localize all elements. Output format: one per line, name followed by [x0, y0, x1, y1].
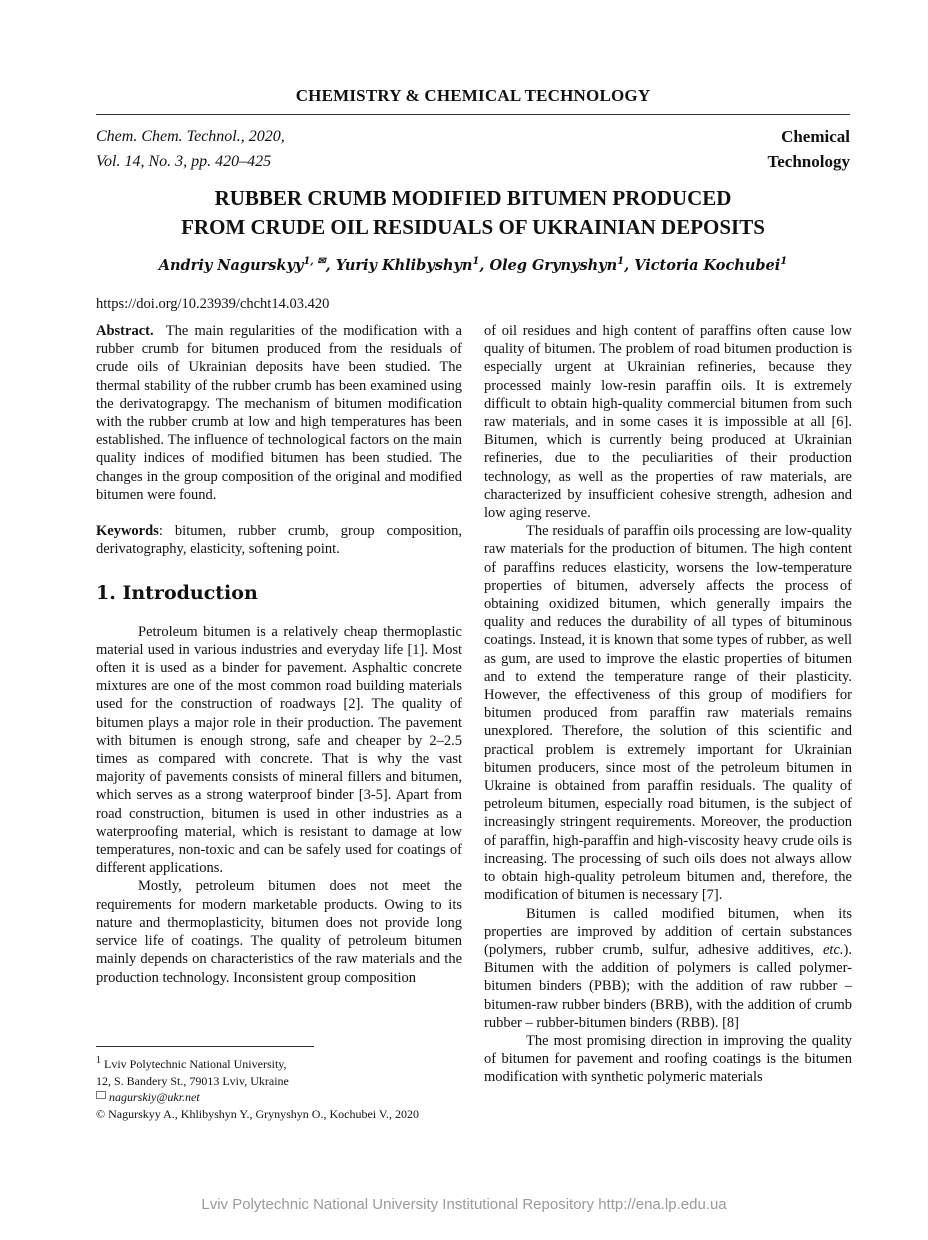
paragraph: Mostly, petroleum bitumen does not meet the requirements for modern marketable products. Owing to its nature and thermoplasticity, bitumen does not provide long service life of coatings. The quality of petroleum bitumen mainly depends on characteristics of the raw materials and the production technology. Inconsistent group composition: [96, 878, 462, 986]
journal-section-header: CHEMISTRY & CHEMICAL TECHNOLOGY: [295, 86, 651, 105]
paper-title: [96, 184, 850, 242]
envelope-icon: [96, 1091, 106, 1099]
paragraph: The most promising direction in improving the quality of bitumen for pavement and roofing coatings is the bitumen modification with synthetic polymeric materials: [484, 1032, 852, 1086]
abstract: [96, 322, 462, 504]
section-heading: 1. Introduction: [96, 582, 258, 605]
left-column: [96, 322, 462, 987]
section-tag-line-2: Technology: [767, 152, 850, 171]
author-name: Victoria Kochubei: [634, 256, 781, 274]
repository-footer[interactable]: Lviv Polytechnic National University Institutional Repository http://ena.lp.edu.ua: [201, 1196, 727, 1213]
journal-citation: [96, 124, 285, 174]
paragraph: of oil residues and high content of paraffins often cause low quality of bitumen. The problem of road bitumen production is especially urgent at Ukrainian refineries, because they processed mainly low-resin paraffin oils. It is extremely difficult to obtain high-quality commercial bitumen from such raw materials, and in some cases it is impossible at all [6]. Bitumen, which is currently being produced at Ukrainian refineries, due to the peculiarities of their production technology, as well as the properties of raw materials, are characterized by insufficient cohesive strength, adhesion and low aging reserve.: [484, 323, 852, 522]
footnotes: [96, 1046, 462, 1122]
author-name: Oleg Grynyshyn: [489, 256, 618, 274]
right-column: [484, 322, 852, 1087]
paragraph: The residuals of paraffin oils processing are low-quality raw materials for the production of bitumen. The high content of paraffins reduces elasticity, worsens the low-temperature properties of bitumen, adversely affects the process of obtaining oxidized bitumen, which generally impairs the quality and reduces the durability of all types of bituminous coatings. Instead, it is known that some types of rubber, as well as gum, are used to improve the elastic properties of bitumen and to extend the temperature range of their plasticity. However, the effectiveness of this group of modifiers for bitumen produced from paraffin raw materials remains unexplored. Therefore, the solution of this scientific and practical problem is extremely important for Ukrainian bitumen producers, since most of the petroleum bitumen in Ukraine is obtained from paraffin residuals. The quality of petroleum bitumen, especially road bitumen, is the subject of increasingly stringent requirements. Moreover, the production of paraffin, high-paraffin and high-viscosity heavy crude oils is increasing. The processing of such oils does not always allow to obtain high-quality petroleum bitumen and, therefore, the modification of bitumen is necessary [7].: [484, 523, 852, 904]
title-line-2: FROM CRUDE OIL RESIDUALS OF UKRAINIAN DEPOSITS: [181, 215, 765, 239]
author-affiliation-mark: 1: [780, 256, 788, 267]
author-affiliation-mark: 1, ✉: [303, 256, 326, 267]
citation-line-1: Chem. Chem. Technol., 2020,: [96, 128, 285, 145]
affiliation-line-2: 12, S. Bandery St., 79013 Lviv, Ukraine: [96, 1073, 289, 1088]
keywords: [96, 522, 462, 558]
section-tag: [767, 124, 850, 174]
keywords-label: Keywords: [96, 523, 159, 540]
abstract-text: The main regularities of the modification with a rubber crumb for bitumen produced from the residuals of crude oils of Ukrainian deposits have been studied. The thermal stability of the rubber crumb has been examined using the derivatograpgy. The mechanism of bitumen modification with the rubber crumb at low and high temperatures has been established. The influence of technological factors on the main quality indices of modified bitumen has been studied. The changes in the group composition of the original and modified bitumen were found.: [96, 323, 462, 503]
paragraph: Petroleum bitumen is a relatively cheap thermoplastic material used in various industries and everyday life [1]. Most often it is used as a binder for pavement. Asphaltic concrete mixtures are one of the most common road building materials used for the construction of roadways [2]. The quality of bitumen plays a major role in their production. The pavement with bitumen is enough strong, safe and cheaper by 2–2.5 times as compared with concrete. That is why the vast majority of pavements consists of mineral fillers and bitumen, which serves as a strong waterproof binder [3-5]. Apart from road construction, bitumen is used in other industries as a waterproofing material, which is resistant to damage at low temperatures, non-toxic and can be safely used for coatings of different applications.: [96, 623, 462, 877]
copyright-line: © Nagurskyy A., Khlibyshyn Y., Grynyshyn O., Kochubei V., 2020: [96, 1106, 420, 1121]
author-affiliation-mark: 1: [617, 256, 625, 267]
footnote-divider: [96, 1046, 314, 1047]
doi-link[interactable]: https://doi.org/10.23939/chcht14.03.420: [96, 296, 330, 312]
author-list: Andriy Nagurskyy$^{1, ✉}$, Yuriy Khlibyshyn$^1$, Oleg Grynyshyn$^1$, Victoria Kochubei$^1$: [158, 256, 788, 274]
header-divider: [96, 114, 850, 115]
paragraph: Bitumen is called modified bitumen, when its properties are improved by addition of certain substances (polymers, rubber crumb, sulfur, adhesive additives, etc.). Bitumen with the addition of polymers is called polymer-bitumen binders (PBB); with the addition of raw rubber – bitumen-raw rubber binders (BRB), with the addition of crumb rubber – rubber-bitumen binders (RBB). [8]: [484, 905, 852, 1031]
abstract-label: Abstract.: [96, 323, 154, 339]
title-line-1: RUBBER CRUMB MODIFIED BITUMEN PRODUCED: [214, 186, 732, 210]
section-tag-line-1: Chemical: [781, 127, 850, 146]
author-affiliation-mark: 1: [472, 256, 480, 267]
author-name: Yuriy Khlibyshyn: [335, 256, 473, 274]
citation-line-2: Vol. 14, No. 3, pp. 420–425: [96, 153, 272, 170]
keywords-text: : bitumen, rubber crumb, group composition, derivatography, elasticity, softening point.: [96, 523, 462, 558]
affiliation-line-1: $^1$ Lviv Polytechnic National University,: [96, 1055, 287, 1071]
author-name: Andriy Nagurskyy: [158, 256, 304, 274]
corresponding-email[interactable]: nagurskiy@ukr.net: [96, 1089, 462, 1106]
